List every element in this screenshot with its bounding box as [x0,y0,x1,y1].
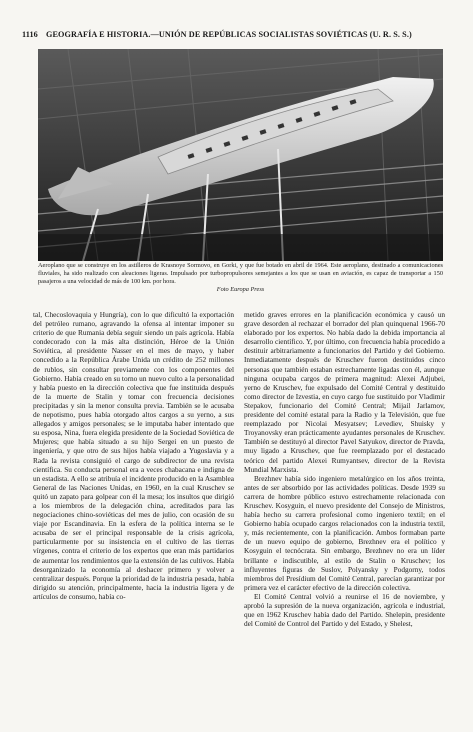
left-column [33,310,234,705]
hovercraft-photo [38,49,443,261]
running-title: GEOGRAFÍA E HISTORIA.—UNIÓN DE REPÚBLICAS SOCIALISTAS SOVIÉTICAS (U. R. S. S.) [46,30,412,39]
photo-credit: Foto Europa Press [216,286,265,294]
body-text [33,310,445,705]
paragraph: tal, Checoslovaquia y Hungría), con lo que dificultó la exportación del petróleo rumano, agravando la ofensa al intentar imponer su criterio de que Rumania debía seguir siendo un país agrícola. Había condecorado con la más alta distinción, Héroe de la Unión Soviética, al presidente Nasser en el mes de mayo, y haber concedido a la República Árabe Unida un crédito de 252 millones de rublos, sin consultar previamente con los componentes del Gobierno. Había creado en su torno un nuevo culto a la personalidad y había puesto en la dirección colectiva que fue instituida después de la muerte de Stalin y tomar con frecuencia decisiones precipitadas y sin la menor consulta previa. También se le acusaba de nepotismo, pues había otorgado altos cargos a su yerno, a sus allegados y amigos personales; se le imputaba haber intentado que su esposa, Nina, fuera elegida presidente de la Sociedad Soviética de Mujeres; que había situado a su hijo Sergei en un puesto de ingeniería, y que otro de sus hijos había viajado a Yugoslavia y a Rada la revista consiguió el cargo de subdirector de una revista científica. Su conducta personal era a veces chabacana e indigna de un estadista. A ello se atribuía el incidente producido en la Asamblea General de las Naciones Unidas, en 1960, en la cual Kruschev se quitó un zapato para golpear con él la mesa; los insultos que dirigió a los miembros de la delegación china, acreditados para las negociaciones chino-soviéticas del mes de julio, con ocasión de su viaje por Escandinavia. En la esfera de la política interna se le acusaba de ser el principal responsable de la crisis agrícola, particularmente por su insistencia en el cultivo de las tierras vírgenes, contra el criterio de los expertos que eran más partidarios de aumentar los rendimientos que la extensión de las cultivos. Había desorganizado la economía al deshacer primero y volver a centralizar después. Porque la prioridad de la industria pesada, había dirigido su atención, principalmente, hacia la industria ligera y de artículos de consumo, había co- [33,310,234,601]
paragraph: Brezhnev había sido ingeniero metalúrgico en los años treinta, antes de ser absorbido por las actividades políticas. Desde 1939 su carrera de hombre público estuvo estrechamente relacionada con Kruschev. Kosyguin, el nuevo presidente del Consejo de Ministros, había hecho su carrera profesional como ingeniero textil; en el Gobierno había ocupado cargos relacionados con la industria textil, y, más recientemente, con la planificación. Ambos formaban parte de un nuevo equipo de gobierno, Brezhnev era el político y Kosyguin el tecnócrata. Sin embargo, Brezhnev no era un líder brillante e indiscutible, al estilo de Stalin o Kruschev; los influyentes figuras de Suslov, Polyansky y Podgorny, todos miembros del Presídium del Comité Central, parecían garantizar por primera vez el carácter efectivo de la dirección colectiva. [244,473,445,592]
caption-text: Aeroplano que se construye en los astilleros de Krasnoye Sormovo, en Gorki, y que fue botado en abril de 1964. Este aeroplano, destinado a comunicaciones fluviales, ha sido realizado con aleaciones ligeras. Impulsado por turbopropulsores semejantes a los que se usan en aviación, es capaz de transportar a 150 pasajeros a una velocidad de más de 100 km. por hora. [38,262,443,286]
paragraph: El Comité Central volvió a reunirse el 16 de noviembre, y aprobó la supresión de la nueva organización, agrícola e industrial, que en 1962 Kruschev había dado del Partido. Shelepin, presidente del Comité de Control del Partido y del Estado, y Shelest, [244,591,445,629]
paragraph: metido graves errores en la planificación económica y causó un grave desorden al rechazar el borrador del plan quinquenal 1966-70 elaborado por los expertos. No había dado la debida importancia al desarrollo científico. Y, por último, con frecuencia había procedido a destituir arbitrariamente a funcionarios del Partido y del Gobierno. Inmediatamente después de Kruschev fueron destituidos cinco personas que también estaban estrechamente ligadas con él, aunque ninguna ocupaba cargos de primera magnitud: Alexei Adjubei, yerno de Kruschev, fue expulsado del Comité Central y destituido como director de Izvestia, en cuyo cargo fue sustituido por Vladimir Stepakov, funcionario del Comité Central; Mijail Jarlamov, presidente del comité estatal para la Radio y la Televisión, que fue reemplazado por Nicolai Mesyatsev; Levediev, Shuisky y Troyanovsky eran prácticamente ayudantes personales de Kruschev. También se destituyó al director Pavel Satyukov, director de Pravda, muy ligado a Kruschev, que fue reemplazado por el destacado teórico del partido Alexei Rumyantsev, director de la Revista Mundial Marxista. [244,310,445,474]
photo-caption [38,262,443,294]
right-column [244,310,445,705]
page-header [22,30,452,39]
photo-illustration [38,49,443,261]
page-number: 1116 [22,30,38,39]
